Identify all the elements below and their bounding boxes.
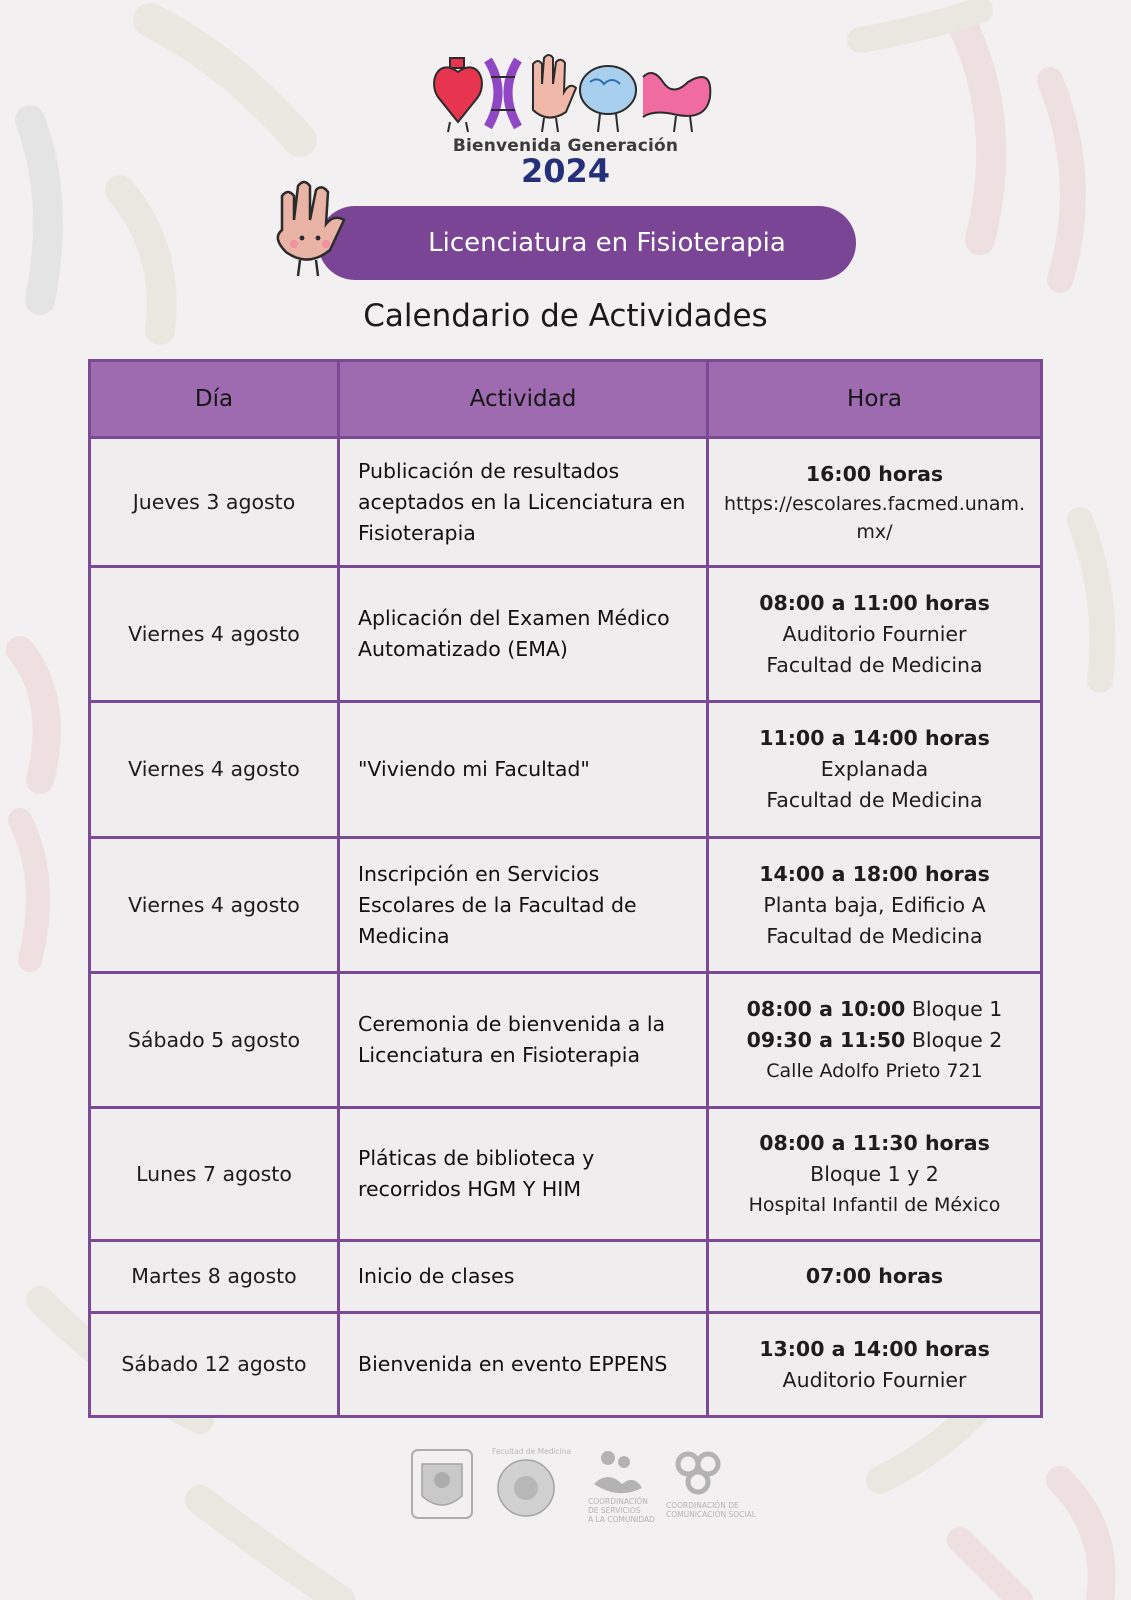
unam-crest-icon — [412, 1450, 472, 1518]
time-range: 16:00 horas — [805, 461, 944, 486]
time-range: 08:00 a 10:00 — [746, 996, 906, 1021]
brain-mascot-icon — [580, 66, 636, 132]
location-line: Facultad de Medicina — [766, 652, 983, 677]
coordinacion-servicios-logo-icon — [588, 1451, 655, 1524]
table-row — [90, 1313, 1042, 1417]
dna-mascot-icon — [488, 60, 518, 127]
block-label: Bloque 2 — [911, 1027, 1003, 1052]
time-cell — [708, 702, 1042, 838]
coordinacion-comunicacion-logo-icon — [666, 1454, 757, 1519]
activity-cell: Pláticas de biblioteca y recorridos HGM Y HIM — [339, 1108, 708, 1241]
time-cell — [708, 973, 1042, 1108]
time-cell — [708, 1313, 1042, 1417]
day-cell: Martes 8 agosto — [90, 1241, 339, 1313]
location-line: Planta baja, Edificio A — [763, 892, 986, 917]
time-range: 13:00 a 14:00 horas — [759, 1336, 990, 1361]
time-range: 07:00 horas — [805, 1264, 944, 1288]
time-cell — [708, 567, 1042, 702]
hand-mascot-icon — [533, 55, 576, 132]
time-range: 08:00 a 11:00 horas — [759, 590, 990, 615]
activity-cell: Publicación de resultados aceptados en la Licenciatura en Fisioterapia — [339, 438, 708, 567]
time-range: 09:30 a 11:50 — [746, 1027, 906, 1052]
table-row — [90, 567, 1042, 702]
location-line: Hospital Infantil de México — [748, 1193, 1001, 1216]
table-row — [90, 973, 1042, 1108]
table-row — [90, 838, 1042, 973]
location-line: Calle Adolfo Prieto 721 — [766, 1059, 983, 1082]
column-header-day: Día — [90, 361, 339, 438]
program-banner — [318, 206, 856, 280]
activity-cell: Inscripción en Servicios Escolares de la Facultad de Medicina — [339, 838, 708, 973]
logo-caption-line: COORDINACIÓN — [588, 1497, 648, 1506]
logo-caption-line: A LA COMUNIDAD — [588, 1515, 655, 1524]
facultad-medicina-logo-icon — [492, 1447, 571, 1516]
time-cell — [708, 1108, 1042, 1241]
activities-table — [88, 359, 1043, 1418]
time-range: 14:00 a 18:00 horas — [759, 861, 990, 886]
activity-cell: Bienvenida en evento EPPENS — [339, 1313, 708, 1417]
location-line: Auditorio Fournier — [782, 1367, 967, 1392]
day-cell: Lunes 7 agosto — [90, 1108, 339, 1241]
table-row — [90, 1108, 1042, 1241]
column-header-activity: Actividad — [339, 361, 708, 438]
time-cell — [708, 1241, 1042, 1313]
location-line: Explanada — [820, 757, 929, 781]
calendar-title: Calendario de Actividades — [363, 298, 768, 334]
location-line: Facultad de Medicina — [766, 923, 983, 948]
day-cell: Viernes 4 agosto — [90, 838, 339, 973]
activity-cell: Inicio de clases — [339, 1241, 708, 1313]
activity-cell: Ceremonia de bienvenida a la Licenciatura en Fisioterapia — [339, 973, 708, 1108]
logo-caption-line: DE SERVICIOS — [588, 1506, 641, 1515]
hand-mascot-icon — [268, 176, 358, 280]
time-cell — [708, 838, 1042, 973]
table-row — [90, 1241, 1042, 1313]
logo-caption-line: COMUNICACIÓN SOCIAL — [666, 1510, 756, 1519]
welcome-heading: Bienvenida Generación — [452, 136, 679, 156]
day-cell: Jueves 3 agosto — [90, 438, 339, 567]
time-block-2 — [719, 1025, 1030, 1056]
time-range: 08:00 a 11:30 horas — [759, 1130, 990, 1155]
generation-year: 2024 — [520, 152, 611, 190]
heart-mascot-icon — [434, 58, 482, 132]
program-name: Licenciatura en Fisioterapia — [428, 228, 786, 258]
location-line: Facultad de Medicina — [766, 788, 983, 812]
table-row — [90, 702, 1042, 838]
results-link[interactable]: https://escolares.facmed.unam.mx/ — [723, 492, 1026, 543]
time-range: 11:00 a 14:00 horas — [759, 726, 990, 750]
activity-cell: "Viviendo mi Facultad" — [339, 702, 708, 838]
logo-caption: Facultad de Medicina — [492, 1447, 572, 1456]
block-label: Bloque 1 — [911, 996, 1003, 1021]
time-block-1 — [719, 994, 1030, 1025]
table-row — [90, 438, 1042, 567]
day-cell: Sábado 5 agosto — [90, 973, 339, 1108]
time-cell — [708, 438, 1042, 567]
column-header-time: Hora — [708, 361, 1042, 438]
stomach-mascot-icon — [643, 73, 710, 132]
location-line: Bloque 1 y 2 — [810, 1161, 939, 1186]
day-cell: Viernes 4 agosto — [90, 702, 339, 838]
day-cell: Sábado 12 agosto — [90, 1313, 339, 1417]
logo-caption-line: COORDINACIÓN DE — [666, 1501, 739, 1510]
activity-cell: Aplicación del Examen Médico Automatizado (EMA) — [339, 567, 708, 702]
organ-mascots-illustration — [428, 52, 728, 134]
location-line: Auditorio Fournier — [782, 621, 967, 646]
table-header-row — [90, 361, 1042, 438]
day-cell: Viernes 4 agosto — [90, 567, 339, 702]
institution-logos — [408, 1444, 768, 1524]
